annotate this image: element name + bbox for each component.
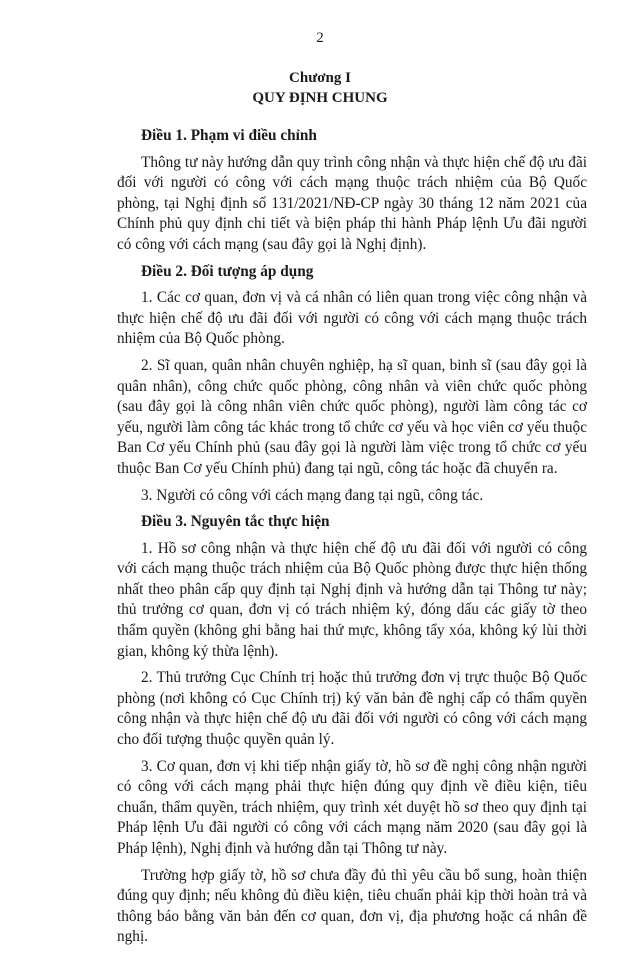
article-3-clause-2: 2. Thủ trưởng Cục Chính trị hoặc thủ trưởng đơn vị trực thuộc Bộ Quốc phòng (nơi không có Cục Chính trị) ký văn bản đề nghị cấp có thẩm quyền công nhận và thực hiện chế độ ưu đãi đối với người có công với cách mạng cho đối tượng thuộc quyền quản lý.	[117, 669, 587, 749]
chapter-label: Chương I	[289, 70, 351, 86]
chapter-heading	[0, 68, 640, 108]
article-3-heading: Điều 3. Nguyên tắc thực hiện	[141, 513, 330, 531]
article-2-heading: Điều 2. Đối tượng áp dụng	[141, 262, 314, 280]
article-3-clause-3-continuation: Trường hợp giấy tờ, hồ sơ chưa đầy đủ thì yêu cầu bổ sung, hoàn thiện đúng quy định; nếu không đủ điều kiện, tiêu chuẩn phải kịp thời hoàn trả và thông báo bằng văn bản đến cơ quan, đơn vị, địa phương hoặc cá nhân đề nghị.	[117, 866, 587, 946]
article-1-heading: Điều 1. Phạm vi điều chỉnh	[141, 127, 317, 144]
article-2-clause-2: 2. Sĩ quan, quân nhân chuyên nghiệp, hạ sĩ quan, binh sĩ (sau đây gọi là quân nhân), công chức quốc phòng, công nhân và viên chức quốc phòng (sau đây gọi là công nhân viên chức quốc phòng), người làm công tác cơ yếu, người làm công tác khác trong tổ chức cơ yếu và học viên cơ yếu thuộc Ban Cơ yếu Chính phủ (sau đây gọi là người làm việc trong tổ chức cơ yếu thuộc Ban Cơ yếu Chính phủ) đang tại ngũ, công tác hoặc đã chuyển ra.	[117, 356, 587, 477]
article-2-clause-3: 3. Người có công với cách mạng đang tại ngũ, công tác.	[141, 486, 484, 504]
article-2-clause-1: 1. Các cơ quan, đơn vị và cá nhân có liên quan trong việc công nhận và thực hiện chế độ ưu đãi đối với người có công với cách mạng thuộc trách nhiệm của Bộ Quốc phòng.	[117, 289, 587, 348]
article-3-clause-1: 1. Hồ sơ công nhận và thực hiện chế độ ưu đãi đối với người có công với cách mạng thuộc trách nhiệm của Bộ Quốc phòng được thực hiện thống nhất theo phân cấp quy định tại Nghị định và hướng dẫn tại Thông tư này; thủ trưởng cơ quan, đơn vị có trách nhiệm ký, đóng dấu các giấy tờ theo thẩm quyền (không ghi bằng hai thứ mực, không tẩy xóa, không ký lùi thời gian, không ký thừa lệnh).	[117, 539, 587, 660]
article-1-paragraph: Thông tư này hướng dẫn quy trình công nhận và thực hiện chế độ ưu đãi đối với người có công với cách mạng thuộc trách nhiệm của Bộ Quốc phòng, tại Nghị định số 131/2021/NĐ-CP ngày 30 tháng 12 năm 2021 của Chính phủ quy định chi tiết và biện pháp thi hành Pháp lệnh Ưu đãi người có công với cách mạng (sau đây gọi là Nghị định).	[117, 153, 587, 253]
document-body	[117, 126, 587, 954]
page-number: 2	[316, 30, 324, 46]
chapter-title: QUY ĐỊNH CHUNG	[252, 90, 388, 106]
article-3-clause-3: 3. Cơ quan, đơn vị khi tiếp nhận giấy tờ, hồ sơ đề nghị công nhận người có công với cách mạng phải thực hiện đúng quy định về điều kiện, tiêu chuẩn, thẩm quyền, trách nhiệm, quy trình xét duyệt hồ sơ theo quy định tại Pháp lệnh Ưu đãi người có công với cách mạng năm 2020 (sau đây gọi là Pháp lệnh), Nghị định và hướng dẫn tại Thông tư này.	[117, 757, 587, 857]
